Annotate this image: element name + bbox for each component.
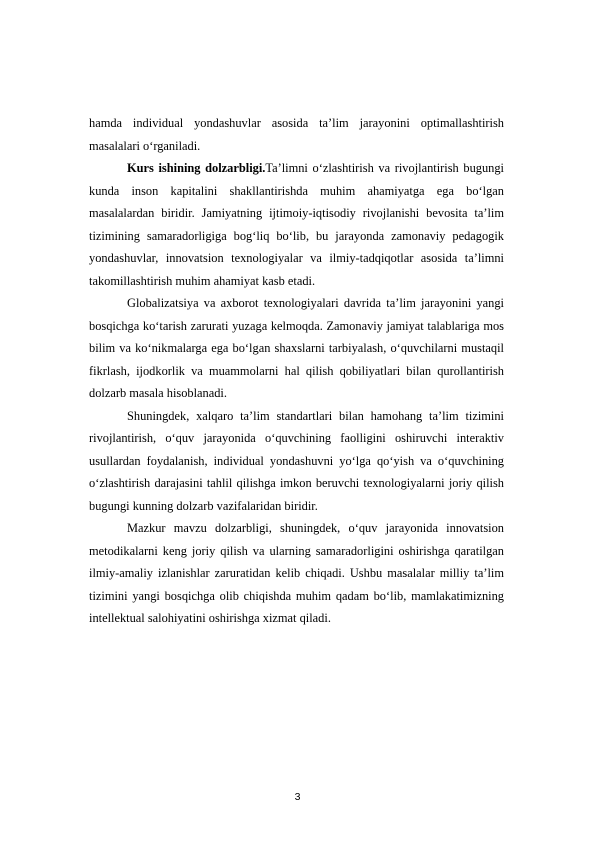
paragraph-text: Ta’limni o‘zlashtirish va rivojlantirish bugungi kunda inson kapitalini shakllantirishda muhim ahamiyatga ega bo‘lgan masalalardan biridir. Jamiyatning ijtimoiy-iqtisodiy rivojlanishi bevosita ta’lim tizimining samaradorligiga bog‘liq bo‘lib, bu jarayonda zamonaviy pedagogik yondashuvlar, innovatsion texnologiyalar va ilmiy-tadqiqotlar asosida ta’limni takomillashtirish muhim ahamiyat kasb etadi.	[89, 161, 504, 288]
paragraph-text: hamda individual yondashuvlar asosida ta’lim jarayonini optimallashtirish masalalari o‘rganiladi.	[89, 116, 504, 153]
paragraph-text: Shuningdek, xalqaro ta’lim standartlari bilan hamohang ta’lim tizimini rivojlantirish, o‘quv jarayonida o‘quvchining faolligini oshiruvchi interaktiv usullardan foydalanish, individual yondashuvni yo‘lga qo‘yish va o‘quvchining o‘zlashtirish darajasini tahlil qilishga imkon beruvchi texnologiyalarni joriy qilish bugungi kunning dolzarb vazifalaridan biridir.	[89, 408, 504, 513]
paragraph-continuation	[89, 112, 504, 157]
paragraph-topic-relevance	[89, 517, 504, 630]
page-number: 3	[294, 791, 301, 803]
paragraph-text: Globalizatsiya va axborot texnologiyalari davrida ta’lim jarayonini yangi bosqichga ko‘tarish zarurati yuzaga kelmoqda. Zamonaviy jamiyat talablariga mos bilim va ko‘nikmalarga ega bo‘lgan shaxslarni tarbiyalash, o‘quvchilarni mustaqil fikrlash, ijodkorlik va muammolarni hal qilish qobiliyatlari bilan qurollantirish dolzarb masala hisoblanadi.	[89, 296, 504, 400]
paragraph-lead-heading: Kurs ishining dolzarbligi.	[127, 161, 266, 175]
paragraph-globalization	[89, 292, 504, 405]
paragraph-text: Mazkur mavzu dolzarbligi, shuningdek, o‘quv jarayonida innovatsion metodikalarni keng joriy qilish va ularning samaradorligini oshirishga qaratilgan ilmiy-amaliy izlanishlar zaruratidan kelib chiqadi. Ushbu masalalar milliy ta’lim tizimini yangi bosqichga olib chiqishda muhim qadam bo‘lib, mamlakatimizning intellektual salohiyatini oshirishga xizmat qiladi.	[89, 521, 504, 625]
document-body	[89, 112, 504, 630]
paragraph-relevance	[89, 157, 504, 292]
paragraph-international-standards	[89, 405, 504, 518]
